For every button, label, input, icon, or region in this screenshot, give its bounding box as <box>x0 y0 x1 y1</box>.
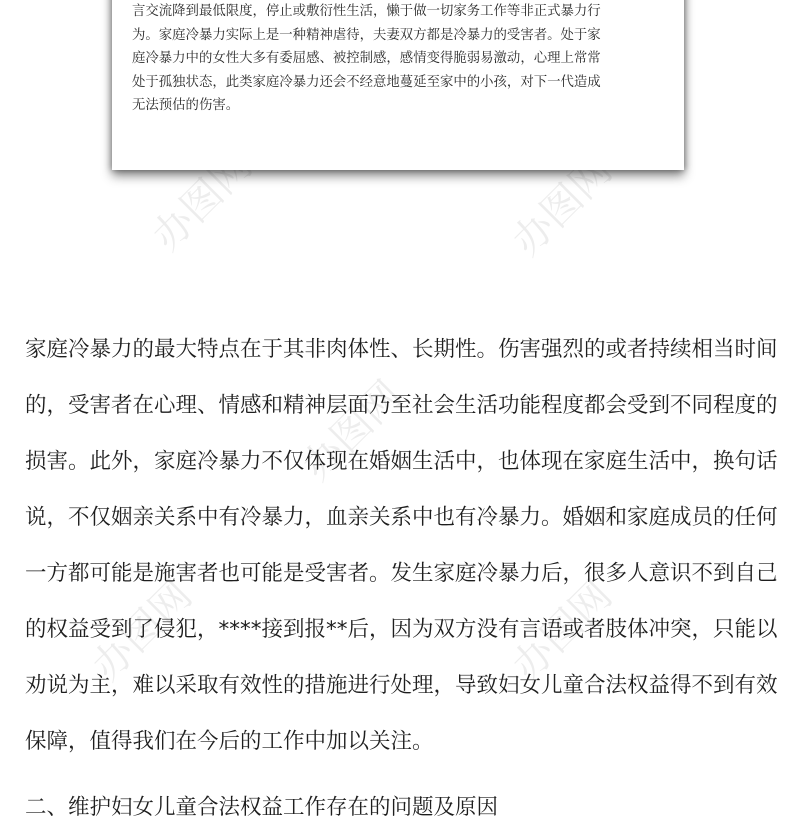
body-paragraph <box>25 322 785 770</box>
excerpt-text <box>132 0 664 118</box>
paragraph-line: 的权益受到了侵犯，****接到报**后，因为双方没有言语或者肢体冲突，只能以 <box>25 617 778 642</box>
excerpt-line: 无法预估的伤害。 <box>132 98 240 114</box>
paragraph-line: 损害。此外，家庭冷暴力不仅体现在婚姻生活中，也体现在家庭生活中，换句话 <box>25 449 778 474</box>
paragraph-line: 说，不仅姻亲关系中有冷暴力，血亲关系中也有冷暴力。婚姻和家庭成员的任何 <box>25 505 778 530</box>
watermark: 办图网 <box>503 147 622 265</box>
excerpt-card <box>112 0 684 170</box>
watermark: 办图网 <box>293 372 412 490</box>
excerpt-line: 言交流降到最低限度，停止或敷衍性生活，懒于做一切家务工作等非正式暴力行 <box>132 4 601 19</box>
paragraph-line: 的，受害者在心理、情感和精神层面乃至社会生活功能程度都会受到不同程度的 <box>25 393 778 418</box>
watermark: 办图网 <box>83 572 202 690</box>
paragraph-line: 劝说为主，难以采取有效性的措施进行处理，导致妇女儿童合法权益得不到有效 <box>25 673 778 698</box>
paragraph-line: 保障，值得我们在今后的工作中加以关注。 <box>25 729 434 754</box>
excerpt-line: 为。家庭冷暴力实际上是一种精神虐待，夫妻双方都是冷暴力的受害者。处于家 <box>132 27 601 43</box>
section-heading: 二、维护妇女儿童合法权益工作存在的问题及原因 <box>25 795 499 820</box>
watermark: 办图网 <box>143 142 262 260</box>
paragraph-line: 家庭冷暴力的最大特点在于其非肉体性、长期性。伤害强烈的或者持续相当时间 <box>25 337 778 362</box>
watermark: 办图网 <box>503 572 622 690</box>
paragraph-line: 一方都可能是施害者也可能是受害者。发生家庭冷暴力后，很多人意识不到自己 <box>25 561 778 586</box>
excerpt-line: 庭冷暴力中的女性大多有委屈感、被控制感，感情变得脆弱易激动，心理上常常 <box>132 51 601 67</box>
excerpt-line: 处于孤独状态，此类家庭冷暴力还会不经意地蔓延至家中的小孩，对下一代造成 <box>132 74 601 90</box>
